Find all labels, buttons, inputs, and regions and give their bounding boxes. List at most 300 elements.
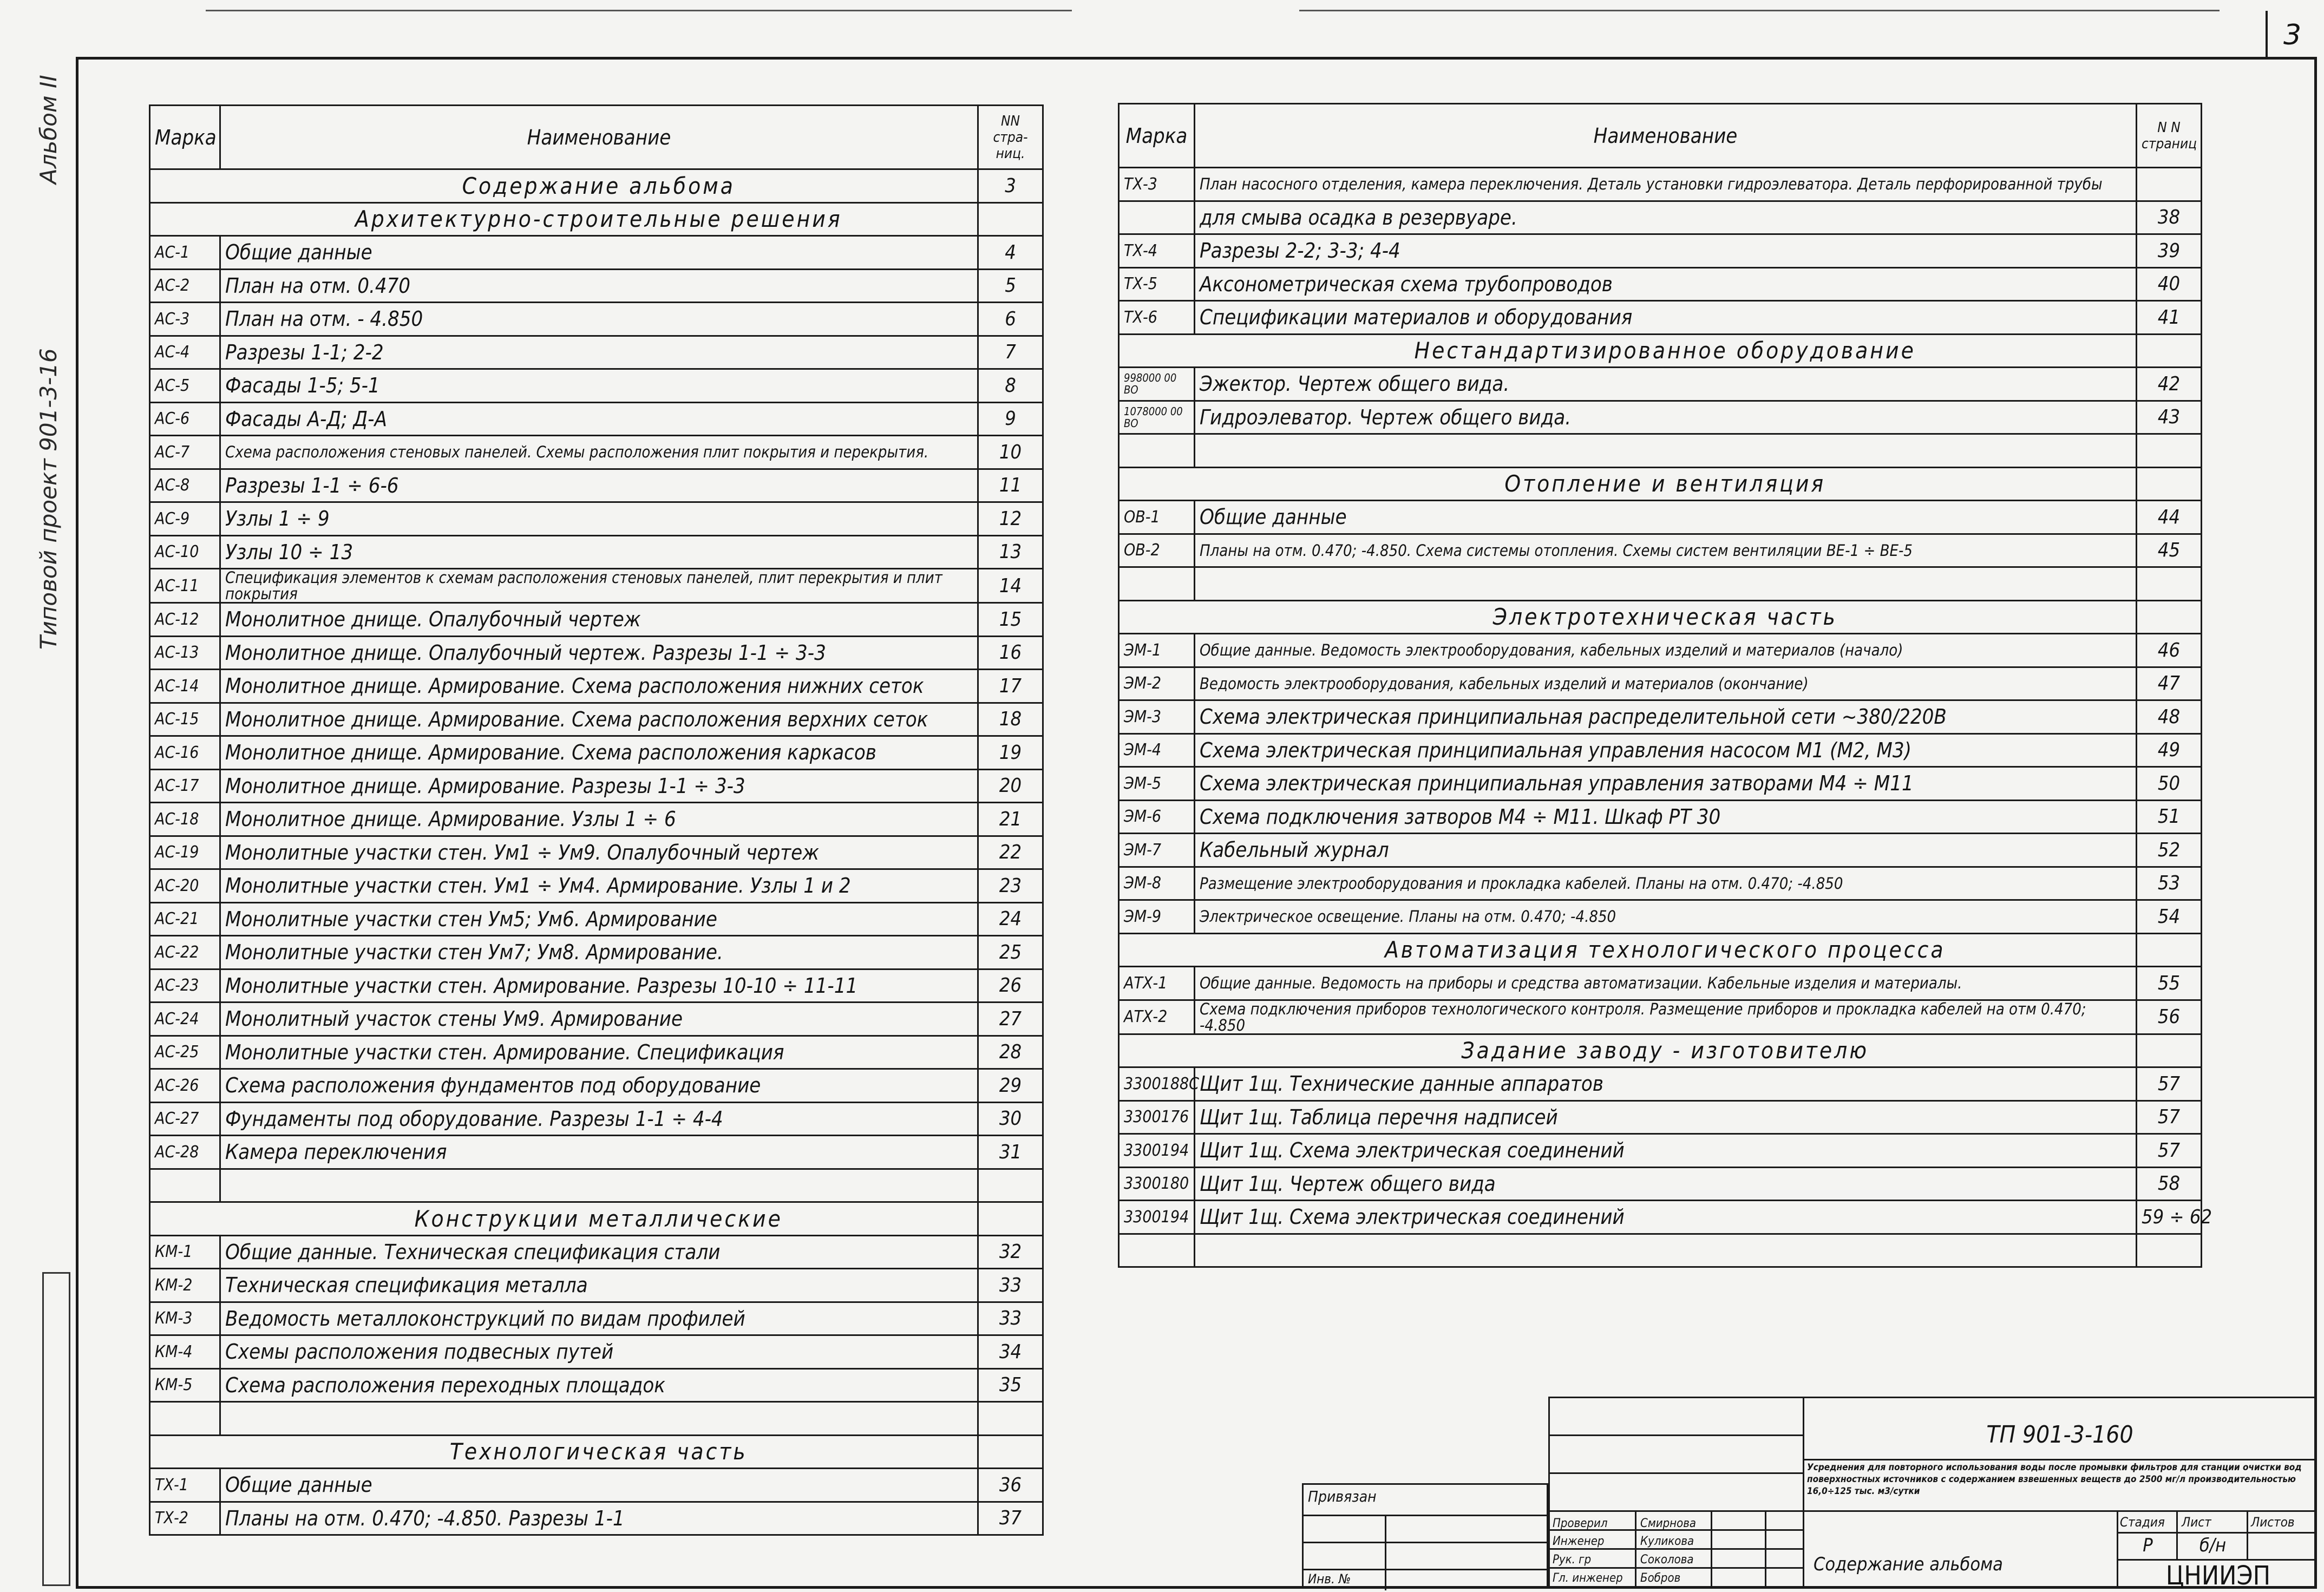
sheet-number: 3: [2266, 11, 2317, 60]
title-block: [1548, 1397, 2317, 1589]
name-cell: План на отм. - 4.850: [220, 303, 978, 336]
mark-header: Марка: [150, 106, 220, 169]
table-row: [150, 969, 1043, 1003]
page-cell: 10: [978, 436, 1043, 469]
pages-header: NN стра-ниц.: [978, 106, 1043, 169]
table-row: [1119, 501, 2202, 534]
mark-cell: КМ-5: [150, 1368, 220, 1402]
section-row: [150, 202, 1043, 236]
name-cell: Схема электрическая принципиальная управления затворами М4 ÷ М11: [1195, 767, 2137, 801]
mark-cell: 1078000 00 ВО: [1119, 401, 1195, 434]
page-cell: 18: [978, 703, 1043, 736]
page-cell: [978, 1202, 1043, 1236]
mark-cell: АС-21: [150, 902, 220, 936]
table-row: [150, 603, 1043, 637]
name-cell: Схема расположения стеновых панелей. Схемы расположения плит покрытия и перекрытия.: [220, 436, 978, 469]
page-cell: [2137, 168, 2202, 201]
organization: ЦНИИЭП: [2165, 1561, 2271, 1591]
name-cell: Схема подключения приборов технологического контроля. Размещение приборов и прокладка кабелей на отм 0.470; -4.850: [1195, 1000, 2137, 1034]
page-cell: 37: [978, 1502, 1043, 1535]
table-row: [150, 836, 1043, 869]
name-cell: Щит 1щ. Технические данные аппаратов: [1195, 1067, 2137, 1101]
page-cell: [2137, 1034, 2202, 1067]
name-cell: Монолитные участки стен. Ум1 ÷ Ум4. Армирование. Узлы 1 и 2: [220, 869, 978, 903]
name-cell: Монолитное днище. Армирование. Схема расположения нижних сеток: [220, 670, 978, 703]
mark-cell: АС-20: [150, 869, 220, 903]
mark-cell: 3300180: [1119, 1167, 1195, 1201]
mark-cell: [1119, 201, 1195, 234]
mark-cell: АС-2: [150, 269, 220, 303]
table-row: [1119, 267, 2202, 301]
table-row: [150, 236, 1043, 270]
name-cell: Фундаменты под оборудование. Разрезы 1-1 ÷ 4-4: [220, 1102, 978, 1136]
mark-cell: [150, 169, 220, 203]
table-row: [1119, 434, 2202, 468]
mark-cell: АС-10: [150, 535, 220, 569]
mark-cell: [1119, 933, 1195, 967]
mark-cell: КМ-4: [150, 1335, 220, 1369]
name-cell: Размещение электрооборудования и прокладка кабелей. Планы на отм. 0.470; -4.850: [1195, 867, 2137, 900]
name-cell: Схема расположения фундаментов под оборудование: [220, 1069, 978, 1103]
name-cell: Монолитный участок стены Ум9. Армирование: [220, 1003, 978, 1036]
table-row: [1119, 733, 2202, 767]
table-row: [150, 636, 1043, 670]
mark-cell: АС-1: [150, 236, 220, 270]
section-title: Электротехническая часть: [1195, 600, 2137, 634]
role-group-lead: Рук. гр: [1553, 1553, 1592, 1567]
mark-cell: АС-4: [150, 336, 220, 369]
name-cell: Фасады А-Д; Д-А: [220, 402, 978, 436]
page-cell: 32: [978, 1235, 1043, 1269]
table-row: [150, 936, 1043, 969]
name-cell: Щит 1щ. Схема электрическая соединений: [1195, 1134, 2137, 1168]
page-cell: 36: [978, 1469, 1043, 1502]
table-row: [150, 269, 1043, 303]
section-row: [150, 169, 1043, 203]
page-cell: [2137, 600, 2202, 634]
inv-label: Инв. №: [1308, 1571, 1351, 1587]
name-cell: Узлы 10 ÷ 13: [220, 535, 978, 569]
name-header: Наименование: [1195, 104, 2137, 168]
table-row: [1119, 700, 2202, 734]
page-cell: 17: [978, 670, 1043, 703]
page-cell: 46: [2137, 634, 2202, 667]
name-cell: Кабельный журнал: [1195, 834, 2137, 867]
page-cell: 8: [978, 369, 1043, 403]
name-cell: Схема электрическая принципиальная распределительной сети ~380/220В: [1195, 700, 2137, 734]
table-row: [150, 303, 1043, 336]
name-cell: Разрезы 1-1 ÷ 6-6: [220, 469, 978, 502]
right-contents-table: [1118, 103, 2212, 1268]
mark-cell: ЭМ-4: [1119, 733, 1195, 767]
table-row: [1119, 567, 2202, 601]
table-row: [150, 1269, 1043, 1302]
mark-cell: ЭМ-5: [1119, 767, 1195, 801]
table-row: [1119, 834, 2202, 867]
page-cell: 39: [2137, 234, 2202, 268]
page-cell: 42: [2137, 368, 2202, 401]
page-cell: 52: [2137, 834, 2202, 867]
page-cell: 6: [978, 303, 1043, 336]
page-cell: 5: [978, 269, 1043, 303]
mark-cell: АС-25: [150, 1036, 220, 1069]
pages-header: N N страниц: [2137, 104, 2202, 168]
scan-top-line: [1299, 10, 2220, 11]
mark-cell: АС-13: [150, 636, 220, 670]
name-header: Наименование: [220, 106, 978, 169]
mark-cell: АС-18: [150, 803, 220, 836]
mark-cell: 3300176: [1119, 1100, 1195, 1134]
role-checked: Проверил: [1553, 1517, 1608, 1530]
mark-cell: АС-5: [150, 369, 220, 403]
table-row: [1119, 767, 2202, 801]
mark-cell: ТХ-6: [1119, 301, 1195, 335]
page-cell: 29: [978, 1069, 1043, 1103]
name-cell: План насосного отделения, камера переключения. Деталь установки гидроэлеватора. Деталь перфорированной трубы: [1195, 168, 2137, 201]
mark-cell: ЭМ-2: [1119, 667, 1195, 700]
page-cell: 15: [978, 603, 1043, 637]
mark-cell: АС-12: [150, 603, 220, 637]
mark-cell: АС-23: [150, 969, 220, 1003]
page-cell: 51: [2137, 800, 2202, 834]
name-cell: Узлы 1 ÷ 9: [220, 502, 978, 536]
page-cell: 27: [978, 1003, 1043, 1036]
project-label: Типовой проект 901-3-16: [35, 348, 62, 650]
empty-cell: [1195, 1234, 2137, 1267]
table-row: [1119, 1000, 2202, 1034]
page-cell: 41: [2137, 301, 2202, 335]
mark-cell: АС-27: [150, 1102, 220, 1136]
mark-cell: АС-22: [150, 936, 220, 969]
mark-cell: [150, 1202, 220, 1236]
name-cell: Монолитные участки стен. Армирование. Спецификация: [220, 1036, 978, 1069]
page-cell: 33: [978, 1302, 1043, 1335]
table-row: [1119, 368, 2202, 401]
mark-cell: АС-24: [150, 1003, 220, 1036]
table-row: [150, 902, 1043, 936]
mark-cell: АС-6: [150, 402, 220, 436]
empty-cell: [1195, 434, 2137, 468]
section-title: Нестандартизированное оборудование: [1195, 334, 2137, 368]
table-row: [1119, 401, 2202, 434]
name-cell: Схема подключения затворов М4 ÷ М11. Шкаф РТ 30: [1195, 800, 2137, 834]
table-row: [150, 1136, 1043, 1169]
mark-cell: АС-19: [150, 836, 220, 869]
table-row: [1119, 900, 2202, 934]
empty-cell: [2137, 567, 2202, 601]
page-cell: 57: [2137, 1134, 2202, 1168]
empty-cell: [150, 1402, 220, 1436]
section-row: [1119, 600, 2202, 634]
name-chief-engineer: Бобров: [1640, 1571, 1681, 1585]
table-row: [150, 1469, 1043, 1502]
stage-value: Р: [2143, 1535, 2153, 1556]
name-cell: Щит 1щ. Чертеж общего вида: [1195, 1167, 2137, 1201]
mark-cell: [150, 202, 220, 236]
table-row: [150, 535, 1043, 569]
section-title: Технологическая часть: [220, 1435, 978, 1469]
page-cell: [2137, 467, 2202, 501]
empty-cell: [220, 1402, 978, 1436]
empty-cell: [2137, 1234, 2202, 1267]
empty-cell: [1195, 567, 2137, 601]
mark-cell: КМ-1: [150, 1235, 220, 1269]
page-cell: 40: [2137, 267, 2202, 301]
section-title: Конструкции металлические: [220, 1202, 978, 1236]
name-cell: Планы на отм. 0.470; -4.850. Схема системы отопления. Схемы систем вентиляции ВЕ-1 ÷ ВЕ-5: [1195, 534, 2137, 567]
empty-cell: [1119, 1234, 1195, 1267]
side-stamp-strip: [42, 1272, 70, 1586]
table-row: [1119, 1201, 2202, 1234]
page-cell: 26: [978, 969, 1043, 1003]
table-row: [1119, 1167, 2202, 1201]
role-chief-engineer: Гл. инженер: [1553, 1571, 1623, 1585]
name-engineer: Куликова: [1640, 1535, 1694, 1548]
mark-cell: ТХ-1: [150, 1469, 220, 1502]
mark-cell: ТХ-4: [1119, 234, 1195, 268]
mark-cell: ОВ-2: [1119, 534, 1195, 567]
left-contents-table: [149, 104, 1044, 1536]
name-cell: Разрезы 1-1; 2-2: [220, 336, 978, 369]
mark-cell: ЭМ-7: [1119, 834, 1195, 867]
table-row: [150, 1003, 1043, 1036]
page-cell: 35: [978, 1368, 1043, 1402]
empty-cell: [220, 1169, 978, 1202]
page-cell: [2137, 334, 2202, 368]
page-cell: 9: [978, 402, 1043, 436]
name-cell: Щит 1щ. Таблица перечня надписей: [1195, 1100, 2137, 1134]
mark-cell: АС-16: [150, 736, 220, 770]
table-row: [1119, 301, 2202, 335]
name-cell: Монолитные участки стен. Армирование. Разрезы 10-10 ÷ 11-11: [220, 969, 978, 1003]
page-cell: 33: [978, 1269, 1043, 1302]
page-cell: 48: [2137, 700, 2202, 734]
page-cell: 54: [2137, 900, 2202, 934]
name-cell: Щит 1щ. Схема электрическая соединений: [1195, 1201, 2137, 1234]
table-row: [1119, 1100, 2202, 1134]
name-cell: Монолитное днище. Опалубочный чертеж: [220, 603, 978, 637]
page-cell: 45: [2137, 534, 2202, 567]
table-row: [150, 502, 1043, 536]
section-row: [150, 1202, 1043, 1236]
page-cell: 43: [2137, 401, 2202, 434]
sheets-label: Листов: [2251, 1515, 2295, 1530]
mark-cell: АС-7: [150, 436, 220, 469]
table-row: [150, 469, 1043, 502]
name-group-lead: Соколова: [1640, 1553, 1694, 1567]
sheet-label: Лист: [2182, 1515, 2211, 1530]
page-cell: [978, 202, 1043, 236]
mark-cell: АС-8: [150, 469, 220, 502]
name-cell: Спецификация элементов к схемам расположения стеновых панелей, плит перекрытия и плит покрытия: [220, 569, 978, 603]
table-row: [150, 436, 1043, 469]
sheet-title: Содержание альбома: [1814, 1554, 2003, 1575]
table-row: [150, 1502, 1043, 1535]
mark-cell: [1119, 600, 1195, 634]
empty-cell: [1119, 434, 1195, 468]
bound-label: Привязан: [1308, 1488, 1377, 1505]
doc-code: ТП 901-3-160: [1986, 1421, 2133, 1449]
table-row: [150, 1335, 1043, 1369]
name-cell: Общие данные: [1195, 501, 2137, 534]
mark-cell: ТХ-5: [1119, 267, 1195, 301]
name-cell: Аксонометрическая схема трубопроводов: [1195, 267, 2137, 301]
page-cell: 44: [2137, 501, 2202, 534]
page-cell: 22: [978, 836, 1043, 869]
page-cell: 34: [978, 1335, 1043, 1369]
table-row: [1119, 201, 2202, 234]
name-cell: Спецификации материалов и оборудования: [1195, 301, 2137, 335]
empty-cell: [1119, 567, 1195, 601]
name-cell: План на отм. 0.470: [220, 269, 978, 303]
page-cell: 31: [978, 1136, 1043, 1169]
page-cell: [2137, 933, 2202, 967]
table-row: [1119, 168, 2202, 201]
table-row: [150, 1402, 1043, 1436]
page-cell: 57: [2137, 1067, 2202, 1101]
mark-cell: [1119, 334, 1195, 368]
section-row: [1119, 334, 2202, 368]
name-cell: Схема расположения переходных площадок: [220, 1368, 978, 1402]
table-row: [1119, 867, 2202, 900]
name-cell: Гидроэлеватор. Чертеж общего вида.: [1195, 401, 2137, 434]
mark-cell: ЭМ-9: [1119, 900, 1195, 934]
table-row: [150, 869, 1043, 903]
mark-cell: АТХ-1: [1119, 967, 1195, 1000]
page-cell: 16: [978, 636, 1043, 670]
table-row: [150, 1368, 1043, 1402]
page-cell: 3: [978, 169, 1043, 203]
table-row: [1119, 234, 2202, 268]
table-row: [1119, 1134, 2202, 1168]
table-row: [150, 736, 1043, 770]
page-cell: 24: [978, 902, 1043, 936]
mark-cell: КМ-2: [150, 1269, 220, 1302]
name-cell: Общие данные. Ведомость электрооборудования, кабельных изделий и материалов (начало): [1195, 634, 2137, 667]
mark-cell: 3300188С: [1119, 1067, 1195, 1101]
mark-cell: 3300194: [1119, 1134, 1195, 1168]
section-title: Архитектурно-строительные решения: [220, 202, 978, 236]
page-cell: 4: [978, 236, 1043, 270]
page-cell: 13: [978, 535, 1043, 569]
page-cell: 19: [978, 736, 1043, 770]
table-row: [1119, 667, 2202, 700]
table-row: [1119, 534, 2202, 567]
table-row: [1119, 1234, 2202, 1267]
page-cell: 12: [978, 502, 1043, 536]
table-row: [150, 1302, 1043, 1335]
page-cell: 28: [978, 1036, 1043, 1069]
table-row: [1119, 634, 2202, 667]
role-engineer: Инженер: [1553, 1535, 1605, 1548]
empty-cell: [978, 1169, 1043, 1202]
mark-cell: АС-26: [150, 1069, 220, 1103]
name-cell: Монолитное днище. Армирование. Узлы 1 ÷ 6: [220, 803, 978, 836]
name-checked: Смирнова: [1640, 1517, 1697, 1530]
mark-cell: АС-3: [150, 303, 220, 336]
name-cell: Общие данные. Техническая спецификация стали: [220, 1235, 978, 1269]
empty-cell: [2137, 434, 2202, 468]
page-cell: 49: [2137, 733, 2202, 767]
page-cell: 56: [2137, 1000, 2202, 1034]
page-cell: 47: [2137, 667, 2202, 700]
name-cell: Техническая спецификация металла: [220, 1269, 978, 1302]
name-cell: Монолитные участки стен Ум7; Ум8. Армирование.: [220, 936, 978, 969]
name-cell: Монолитные участки стен Ум5; Ум6. Армирование: [220, 902, 978, 936]
page-cell: 11: [978, 469, 1043, 502]
table-row: [150, 336, 1043, 369]
mark-cell: ЭМ-1: [1119, 634, 1195, 667]
scan-top-line: [206, 10, 1072, 11]
page-cell: 38: [2137, 201, 2202, 234]
mark-cell: ОВ-1: [1119, 501, 1195, 534]
mark-cell: КМ-3: [150, 1302, 220, 1335]
mark-cell: [150, 1435, 220, 1469]
page-cell: 50: [2137, 767, 2202, 801]
section-title: Отопление и вентиляция: [1195, 467, 2137, 501]
mark-cell: [1119, 1034, 1195, 1067]
mark-cell: АС-17: [150, 769, 220, 803]
name-cell: Монолитное днище. Армирование. Схема расположения верхних сеток: [220, 703, 978, 736]
mark-cell: ТХ-2: [150, 1502, 220, 1535]
table-row: [150, 1235, 1043, 1269]
name-cell: для смыва осадка в резервуаре.: [1195, 201, 2137, 234]
name-cell: Ведомость металлоконструкций по видам профилей: [220, 1302, 978, 1335]
mark-cell: АС-15: [150, 703, 220, 736]
name-cell: Эжектор. Чертеж общего вида.: [1195, 368, 2137, 401]
mark-cell: ТХ-3: [1119, 168, 1195, 201]
table-row: [1119, 967, 2202, 1000]
mark-cell: АС-11: [150, 569, 220, 603]
binding-stamp: [1302, 1483, 1548, 1589]
doc-description: Усреднения для повторного использования воды после промывки фильтров для станции очистки вод поверхностных источников с содержанием взвешенных веществ до 2500 мг/л производительностью 16,0÷125 тыс. м3/сутки: [1807, 1462, 2302, 1497]
name-cell: Монолитное днище. Армирование. Схема расположения каркасов: [220, 736, 978, 770]
name-cell: Электрическое освещение. Планы на отм. 0.470; -4.850: [1195, 900, 2137, 934]
page-cell: 30: [978, 1102, 1043, 1136]
album-label: Альбом II: [35, 75, 62, 184]
page-cell: 59 ÷ 62: [2137, 1201, 2202, 1234]
name-cell: Камера переключения: [220, 1136, 978, 1169]
section-title: Задание заводу - изготовителю: [1195, 1034, 2137, 1067]
name-cell: Схема электрическая принципиальная управления насосом М1 (М2, М3): [1195, 733, 2137, 767]
table-row: [150, 1169, 1043, 1202]
section-row: [1119, 933, 2202, 967]
name-cell: Общие данные. Ведомость на приборы и средства автоматизации. Кабельные изделия и материалы.: [1195, 967, 2137, 1000]
section-row: [1119, 1034, 2202, 1067]
name-cell: Монолитное днище. Армирование. Разрезы 1-1 ÷ 3-3: [220, 769, 978, 803]
page-cell: 55: [2137, 967, 2202, 1000]
page-cell: 20: [978, 769, 1043, 803]
table-row: [150, 369, 1043, 403]
mark-cell: АС-14: [150, 670, 220, 703]
table-row: [150, 569, 1043, 603]
table-row: [1119, 800, 2202, 834]
table-row: [150, 1102, 1043, 1136]
page-cell: 7: [978, 336, 1043, 369]
section-row: [150, 1435, 1043, 1469]
table-row: [1119, 1067, 2202, 1101]
page-cell: 57: [2137, 1100, 2202, 1134]
mark-cell: 3300194: [1119, 1201, 1195, 1234]
section-title: Автоматизация технологического процесса: [1195, 933, 2137, 967]
section-title: Содержание альбома: [220, 169, 978, 203]
page-cell: 14: [978, 569, 1043, 603]
mark-cell: ЭМ-8: [1119, 867, 1195, 900]
mark-header: Марка: [1119, 104, 1195, 168]
table-row: [150, 703, 1043, 736]
name-cell: Ведомость электрооборудования, кабельных изделий и материалов (окончание): [1195, 667, 2137, 700]
mark-cell: [1119, 467, 1195, 501]
